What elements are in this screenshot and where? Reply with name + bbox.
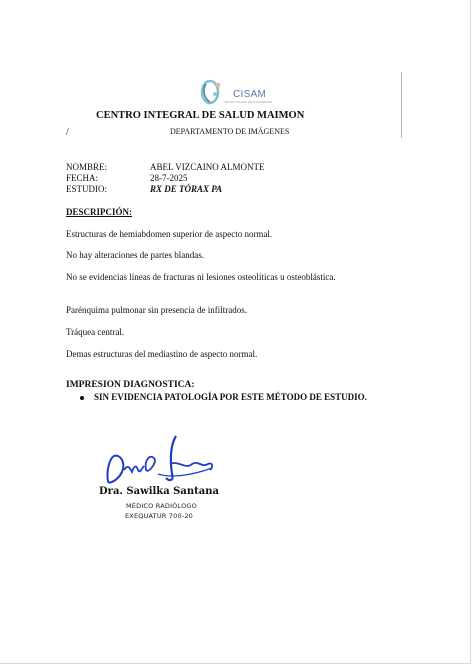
name-label: NOMBRE: [66,162,108,172]
impression-list [66,392,367,402]
description-paragraph: No se evidencias líneas de fracturas ni lesiones osteolíticas u osteoblástica. [66,272,336,282]
date-value: 28-7-2025 [150,173,188,183]
description-paragraph: No hay alteraciones de partes blandas. [66,250,204,260]
name-value: ABEL VIZCAINO ALMONTE [150,162,265,172]
impression-title: IMPRESION DIAGNOSTICA: [66,380,195,390]
description-title: DESCRIPCIÓN: [66,207,133,217]
logo-text: CISAM [233,89,267,100]
study-label: ESTUDIO: [66,184,107,194]
signer-name: Dra. Sawilka Santana [99,486,219,497]
signer-role: MÉDICO RADIÓLOGO [126,502,197,510]
bullet-icon [80,396,84,400]
description-paragraph: Tráquea central. [66,327,125,337]
description-paragraph: Estructuras de hemiabdomen superior de aspecto normal. [66,229,273,239]
impression-item [66,392,367,402]
department-label: DEPARTAMENTO DE IMÁGENES [170,127,290,136]
study-value: RX DE TÓRAX PA [150,184,223,194]
description-paragraph: Demas estructuras del mediastino de aspecto normal. [66,349,258,359]
signer-exequatur: EXEQUATUR 700-20 [125,512,194,520]
document-title: CENTRO INTEGRAL DE SALUD MAIMON [96,110,305,121]
logo-subtext: CENTRO INTEGRAL DE SALUD MAIMON [224,101,272,104]
handwritten-signature [100,430,220,490]
impression-item-text: SIN EVIDENCIA PATOLOGÍA POR ESTE MÉTODO DE ESTUDIO. [94,392,367,402]
description-paragraph: Parénquima pulmonar sin presencia de infiltrados. [66,305,247,315]
date-label: FECHA: [66,173,99,183]
marker-slash: / [66,127,69,138]
margin-line [401,72,402,138]
